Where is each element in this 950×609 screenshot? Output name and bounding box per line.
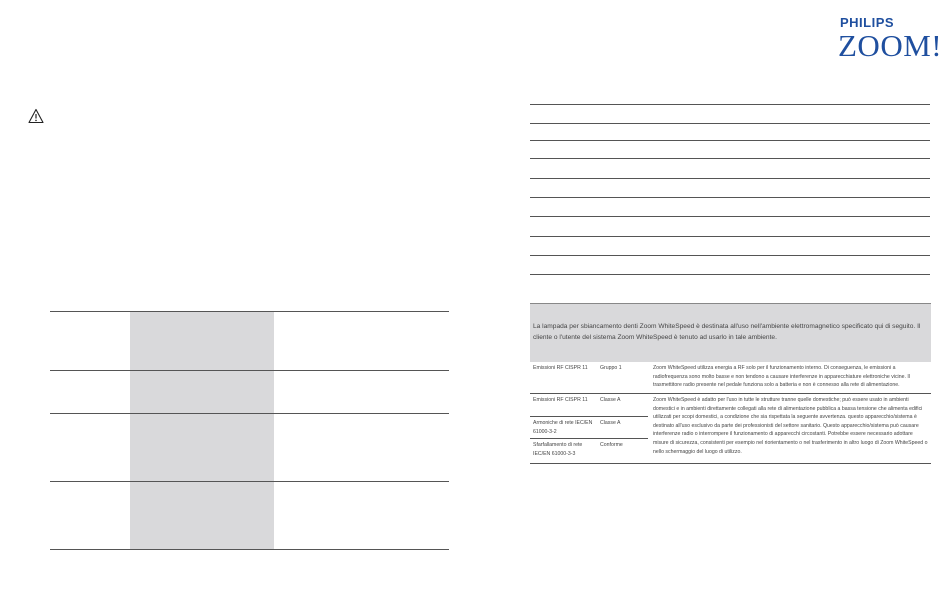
left-table-rule [50,481,449,482]
emc-test-cell: Emissioni RF CISPR 11 [533,365,588,371]
left-table-rule [50,311,449,312]
emc-test-cell: Armoniche di rete IEC/EN 61000-3-2 [533,420,593,435]
emc-compliance-cell: Classe A [600,420,621,426]
right-rule [530,216,930,217]
left-table-rule [50,370,449,371]
right-rule [530,274,930,275]
logo-product: ZOOM! [838,28,943,63]
emc-compliance-cell: Gruppo 1 [600,365,622,371]
emc-row-rule [530,416,648,417]
emc-row-rule [530,438,648,439]
emc-table-header [530,303,931,362]
emc-guidance-cell: Zoom WhiteSpeed utilizza energia a RF solo per il funzionamento interno. Di conseguenza, le emissioni a radiofrequenza sono molto basse e non tendono a causare interferenze in apparecchiature elettroniche vicine. Il trasmettitore radio presente nel pedale funziona solo a batteria e non è connesso alla rete di alimentazione. [653,365,910,389]
right-rule [530,104,930,105]
left-table-shaded-column [130,311,274,550]
right-rule [530,255,930,256]
warning-triangle-icon [28,108,44,124]
right-rule [530,140,930,141]
right-rule [530,158,930,159]
left-table-rule [50,549,449,550]
emc-test-cell: Emissioni RF CISPR 11 [533,397,588,403]
right-rule [530,197,930,198]
left-table [50,311,449,550]
emc-test-cell: Sfarfallamento di rete IEC/EN 61000-3-3 [533,442,583,457]
left-table-rule [50,413,449,414]
right-rule [530,123,930,124]
emc-compliance-cell: Classe A [600,397,621,403]
emc-shared-guidance-cell: Zoom WhiteSpeed è adatto per l'uso in tutte le strutture tranne quelle domestiche; può essere usato in ambienti domestici e in ambienti direttamente collegati alla rete di alimentazione pubblica a bassa tensione che alimenta edifici utilizzati per scopi domestici, a condizione che sia rispettata la seguente avvertenza. questo apparecchio/sistema è destinato all'uso esclusivo da parte dei professionisti del settore sanitario. Questo apparecchio/sistema può causare interferenze radio o interrompere il funzionamento di apparecchi circostanti. Potrebbe essere necessario adottare misure di sicurezza, consistenti per esempio nel riorientamento o nel trasferimento in altro luogo di Zoom WhiteSpeed o nello schermaggio del luogo di utilizzo. [653,397,928,455]
emc-table-bottom-rule [530,463,931,464]
logo-brand: PHILIPS [840,15,895,30]
emc-intro-text: La lampada per sbiancamento denti Zoom WhiteSpeed è destinata all'uso nell'ambiente elettromagnetico specificato qui di seguito. Il cliente o l'utente del sistema Zoom WhiteSpeed è tenuto ad usarlo in tale ambiente. [533,323,921,341]
emc-row-rule [530,393,931,394]
right-rule [530,178,930,179]
right-rule [530,236,930,237]
emc-compliance-cell: Conforme [600,442,623,448]
